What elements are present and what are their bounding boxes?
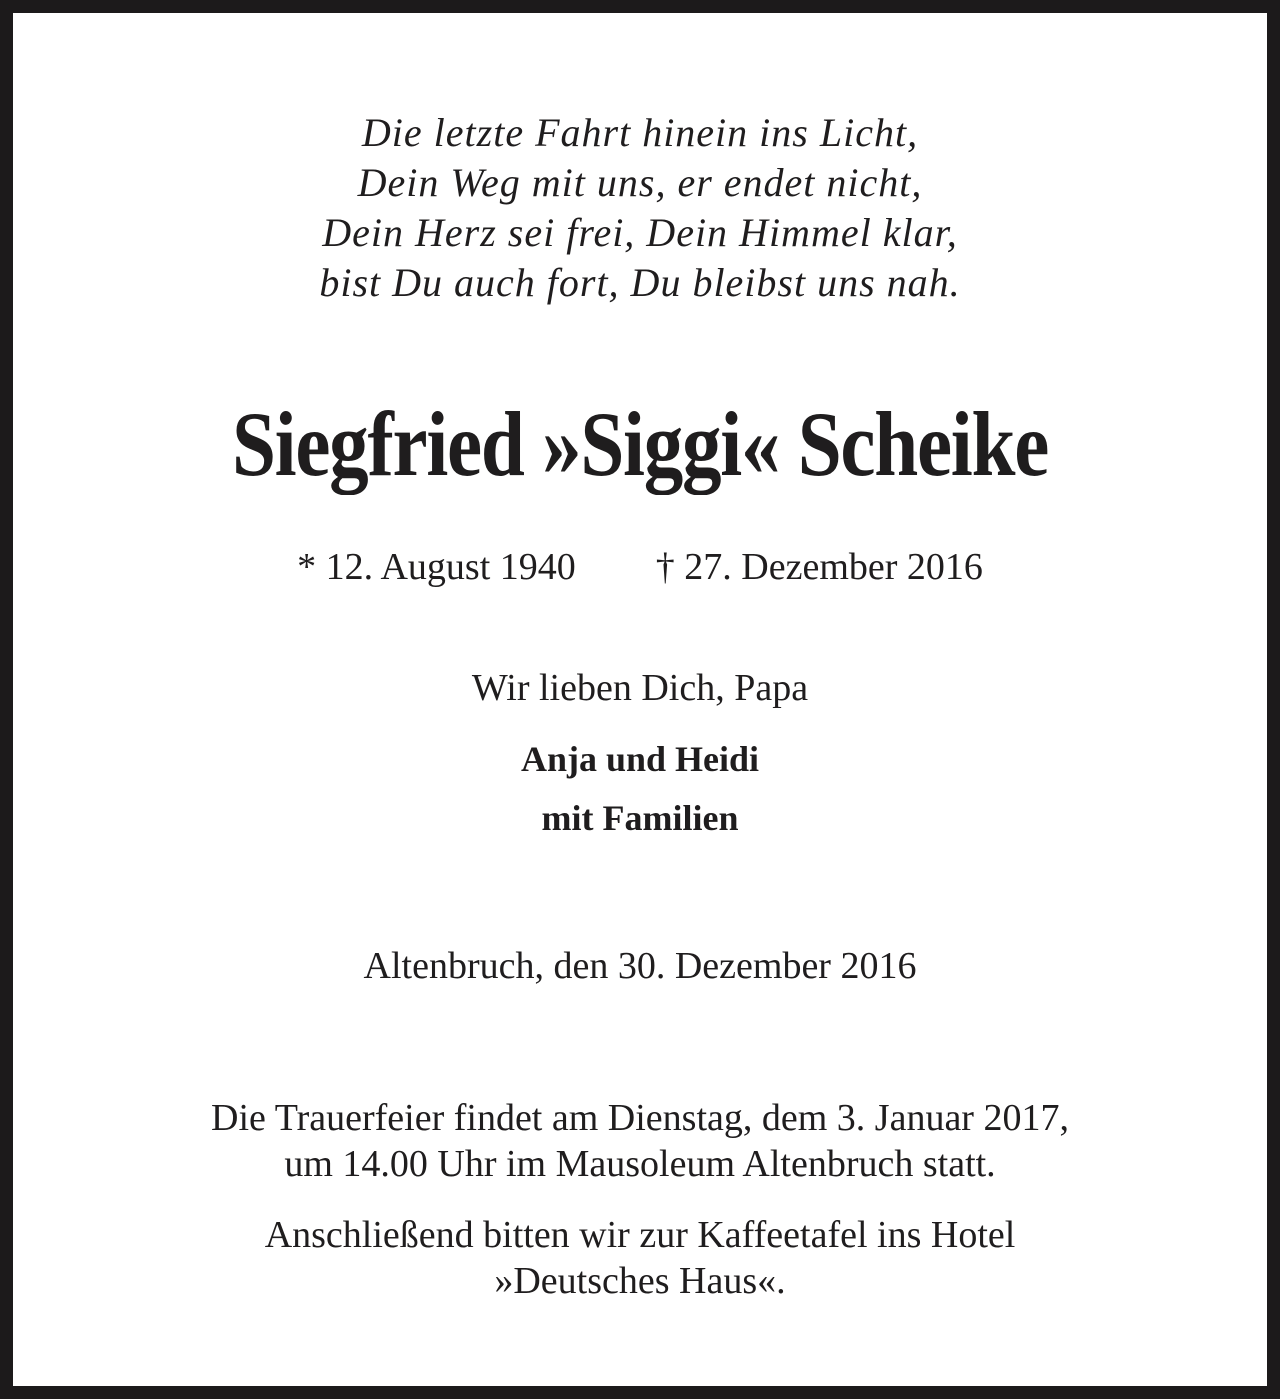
service-line-2: um 14.00 Uhr im Mausoleum Altenbruch statt. [284,1143,996,1185]
signature-families: mit Familien [541,798,739,838]
poem-line-1: Die letzte Fahrt hinein ins Licht, [361,110,919,155]
life-dates [13,544,1267,590]
message-line: Wir lieben Dich, Papa [471,667,809,709]
death-date: † 27. Dezember 2016 [655,546,983,588]
signature-names: Anja und Heidi [520,739,760,779]
birth-date: * 12. August 1940 [297,546,576,588]
place-and-date: Altenbruch, den 30. Dezember 2016 [363,945,917,987]
service-line-1: Die Trauerfeier findet am Dienstag, dem 3. Januar 2017, [211,1097,1069,1139]
poem-line-3: Dein Herz sei frei, Dein Himmel klar, [322,210,958,255]
deceased-name: Siegfried »Siggi« Scheike [231,393,1049,495]
service-line-3: Anschließend bitten wir zur Kaffeetafel ins Hotel [264,1214,1016,1256]
poem-line-2: Dein Weg mit uns, er endet nicht, [357,160,923,205]
poem-line-4: bist Du auch fort, Du bleibst uns nah. [319,260,961,305]
service-line-4: »Deutsches Haus«. [494,1260,786,1302]
